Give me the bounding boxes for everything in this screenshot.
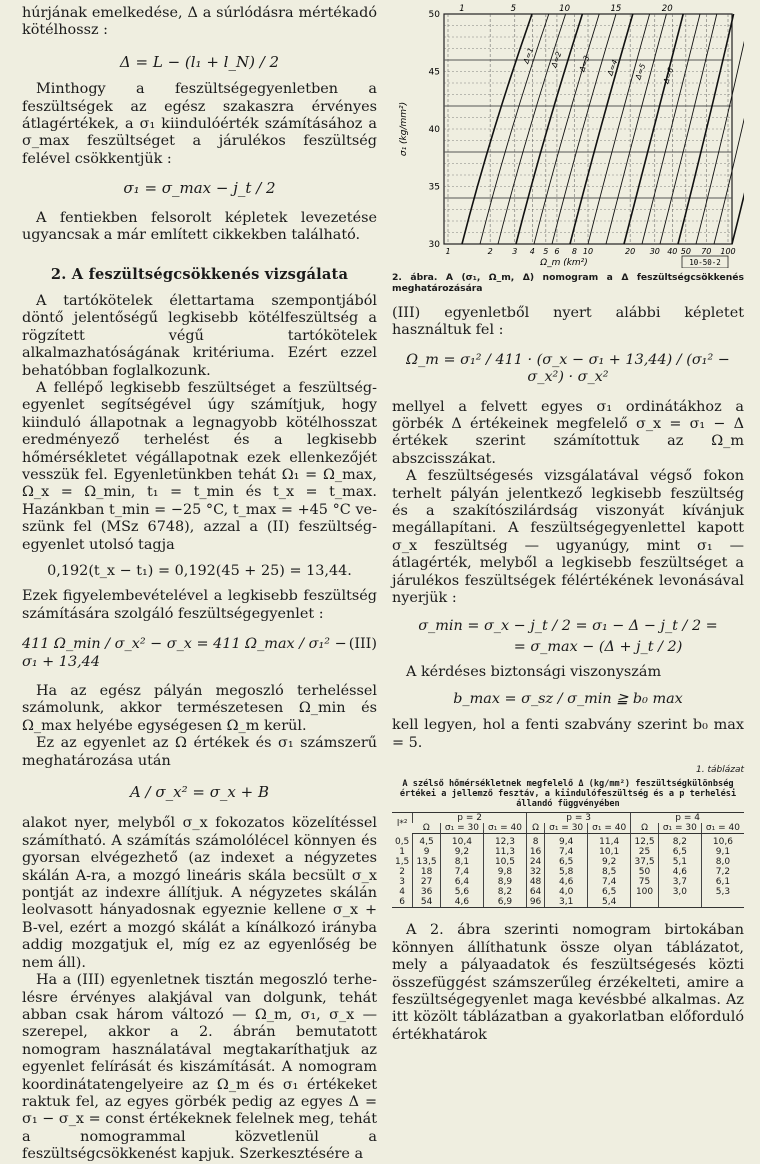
table-cell: 16 bbox=[526, 847, 544, 857]
table-cell: 7,4 bbox=[545, 847, 588, 857]
col-header-p3: p = 3 bbox=[526, 813, 630, 824]
table-cell: 54 bbox=[413, 897, 441, 908]
table-cell bbox=[701, 897, 744, 908]
col-header-omega: Ω bbox=[631, 823, 659, 834]
equation-a-over-sigma: A / σ_x² = σ_x + B bbox=[129, 783, 270, 802]
table-cell: 5,4 bbox=[588, 897, 631, 908]
nomogram-chart bbox=[392, 0, 744, 268]
table-row bbox=[392, 867, 744, 877]
curve-label: Δ=3 bbox=[577, 54, 592, 73]
table-cell: 1 bbox=[399, 847, 405, 858]
table-cell: 9,2 bbox=[588, 857, 631, 867]
table-cell: 5,6 bbox=[440, 887, 483, 897]
table-row bbox=[392, 847, 744, 857]
table-cell: 48 bbox=[526, 877, 544, 887]
table-cell: 6 bbox=[392, 897, 413, 908]
table-cell: 4,6 bbox=[545, 877, 588, 887]
paragraph: Ha a (III) egyenletnek tisztán megoszló terhelésre érvényes alakjával van dolgunk, tehát abban csak három változó — Ω_m, σ₁, σ_x — szerepel, akkor a 2. ábrán bemutatott nomogram használatával megtakaríthatjuk az egyenlet felírását és kiszámítását. A nomogram koordinátatengelyeire az Ω_m és σ₁ értékeket raktuk fel, az egyes görbék pedig az egyes Δ = σ₁ − σ_x = const értékeknek felelnek meg, tehát a nomogrammal közvetlenül a feszültségcsökkenést kapjuk. Szerkesztésére a bbox=[22, 972, 377, 1163]
left-column bbox=[22, 0, 377, 1164]
top-tick-label: 15 bbox=[610, 4, 622, 14]
table-cell: 11,3 bbox=[483, 847, 526, 857]
table-cell: 1,5 bbox=[394, 857, 410, 868]
table-block bbox=[392, 762, 744, 908]
section-heading: 2. A feszültségcsökkenés vizsgálata bbox=[50, 266, 349, 284]
table-cell: 37,5 bbox=[631, 857, 659, 867]
col-header-sigma: σ₁ = 30 bbox=[658, 823, 701, 834]
table-cell: 27 bbox=[413, 877, 441, 887]
curve-label: Δ=1 bbox=[521, 46, 536, 65]
table-cell: 5,1 bbox=[658, 857, 701, 867]
table-cell: 10,5 bbox=[483, 857, 526, 867]
curve-label: Δ=5 bbox=[633, 62, 648, 81]
table-cell: 6,5 bbox=[588, 887, 631, 897]
paragraph: Minthogy a feszültségegyenletben a feszültségek az egész szakaszra érvényes átlagértékek, a σ₁ kiindulóérték számításához a σ_max feszültséget a járulékos feszültség felével csökkentjük : bbox=[22, 81, 377, 167]
table-cell: 6,1 bbox=[701, 877, 744, 887]
paragraph: (III) egyenletből nyert alábbi képletet használtuk fel : bbox=[392, 305, 744, 339]
table-cell: 12,5 bbox=[631, 834, 659, 848]
table-cell: 8,2 bbox=[658, 834, 701, 848]
top-tick-label: 20 bbox=[661, 4, 673, 14]
table-number: 1. táblázat bbox=[696, 764, 744, 775]
table-cell: 6,5 bbox=[658, 847, 701, 857]
paragraph: A feszültségesés vizsgálatával végső fokon terhelt pályán jelentkező legkisebb feszültség és a szakítószilárdság viszonyát kívánjuk megállapítani. A feszültségegyenlettel kapott σ_x feszültség — ugyanúgy, mint σ₁ — átlagérték, melyből a legkisebb feszültséget a járulékos feszültségek félértékének levonásával nyerjük : bbox=[392, 468, 744, 607]
table-cell: 10,6 bbox=[701, 834, 744, 848]
table-cell: 75 bbox=[631, 877, 659, 887]
top-tick-label: 1 bbox=[459, 4, 465, 14]
equation-iii bbox=[22, 636, 377, 671]
table-cell: 7,2 bbox=[701, 867, 744, 877]
x-tick-label: 10 bbox=[582, 247, 594, 256]
table-cell: 4,5 bbox=[413, 834, 441, 848]
table-cell: 2 bbox=[399, 867, 405, 878]
table-cell: 18 bbox=[413, 867, 441, 877]
y-tick-label: 35 bbox=[428, 182, 440, 193]
table-cell: 4,6 bbox=[658, 867, 701, 877]
table-row bbox=[392, 857, 744, 867]
table-cell: 12,3 bbox=[483, 834, 526, 848]
table-cell: 9,4 bbox=[545, 834, 588, 848]
table-row bbox=[392, 897, 744, 908]
table-cell: 50 bbox=[631, 867, 659, 877]
table-cell: 8,2 bbox=[483, 887, 526, 897]
equation-sigma1: σ₁ = σ_max − j_t / 2 bbox=[123, 179, 276, 198]
table-cell: 3,7 bbox=[658, 877, 701, 887]
right-column bbox=[392, 0, 744, 1044]
table-cell: 100 bbox=[631, 887, 659, 897]
col-header-omega: Ω bbox=[526, 823, 544, 834]
table-cell: 4,6 bbox=[440, 897, 483, 908]
figure-stamp: 10-50-2 bbox=[689, 258, 721, 267]
table-cell: 9,2 bbox=[440, 847, 483, 857]
curve-label: Δ=6 bbox=[661, 66, 676, 85]
top-tick-label: 5 bbox=[510, 4, 517, 14]
x-axis-title: Ω_m (km²) bbox=[540, 258, 588, 268]
x-tick-label: 40 bbox=[667, 247, 678, 256]
col-header-p4: p = 4 bbox=[631, 813, 744, 824]
table-row bbox=[392, 834, 744, 848]
x-tick-label: 1 bbox=[445, 247, 451, 256]
paragraph: A fellépő legkisebb feszültséget a feszültségegyenlet segítségével úgy számítjuk, hogy kiinduló állapotnak a legnagyobb kötélhosszat eredményező terhelést és a legkisebb hőmérsékletet végállapotnak ezek ellenkezőjét vesszük fel. Egyenletünkben tehát Ω₁ = Ω_max, Ω_x = Ω_min, t₁ = t_min és t_x = t_max. Hazánkban t_min = −25 °C, t_max = +45 °C veszünk fel (MSz 6748), azzal a (II) feszültség-egyenlet utolsó tagja bbox=[22, 379, 377, 553]
y-tick-label: 50 bbox=[428, 10, 440, 20]
table-title: A szélső hőmérsékletnek megfelelő Δ (kg/mm²) feszültségkülönbség értékei a jellemző fesztáv, a kiindulófeszültség és a p terhelési állandó függvényében bbox=[399, 779, 737, 810]
data-table bbox=[392, 812, 744, 908]
table-cell: 10,1 bbox=[588, 847, 631, 857]
paragraph: A 2. ábra szerinti nomogram birtokában könnyen állíthatunk össze olyan táblázatot, mely a pályaadatok és feszültségesés közti összefüggést számszerűleg érzékelteti, amire a feszültségegyenlet maga kevésbbé alkalmas. Az itt közölt táblázatban a gyakorlatban előforduló értékhatárok bbox=[392, 922, 744, 1043]
equation-body: 411 Ω_min / σ_x² − σ_x = 411 Ω_max / σ₁² − σ₁ + 13,44 bbox=[22, 636, 347, 670]
table-cell: 3 bbox=[399, 877, 405, 888]
col-header-p2: p = 2 bbox=[413, 813, 527, 824]
nomogram-curve bbox=[642, 14, 700, 244]
table-cell: 6,9 bbox=[483, 897, 526, 908]
table-cell bbox=[658, 897, 701, 908]
table-cell: 7,4 bbox=[588, 877, 631, 887]
col-header-sigma: σ₁ = 40 bbox=[483, 823, 526, 834]
equation-safety: b_max = σ_sz / σ_min ≧ b₀ max bbox=[453, 690, 683, 707]
y-tick-label: 40 bbox=[428, 125, 440, 135]
table-cell: 8 bbox=[526, 834, 544, 848]
x-tick-label: 3 bbox=[512, 247, 518, 256]
paragraph: A kérdéses biztonsági viszonyszám bbox=[406, 664, 662, 681]
equation-last-term: 0,192(t_x − t₁) = 0,192(45 + 25) = 13,44. bbox=[47, 562, 352, 579]
y-tick-label: 30 bbox=[428, 240, 440, 250]
table-cell: 4 bbox=[399, 887, 405, 898]
paragraph: mellyel a felvett egyes σ₁ ordinátákhoz a görbék Δ értékeinek megfelelő σ_x = σ₁ − Δ értékek szerint számítottuk az Ω_m abszcisszákat. bbox=[392, 398, 744, 467]
equation-sigma-min-cont: = σ_max − (Δ + j_t / 2) bbox=[513, 638, 683, 655]
table-cell: 13,5 bbox=[413, 857, 441, 867]
nomogram-figure bbox=[392, 0, 744, 268]
x-tick-label: 2 bbox=[487, 247, 493, 256]
equation-omega-m: Ω_m = σ₁² / 411 · (σ_x − σ₁ + 13,44) / (σ₁² − σ_x²) · σ_x² bbox=[406, 351, 730, 386]
paragraph: húrjának emelkedése, Δ a súrlódásra mértékadó kötélhossz : bbox=[22, 5, 377, 39]
y-tick-label: 45 bbox=[428, 67, 440, 78]
col-header-sigma: σ₁ = 30 bbox=[545, 823, 588, 834]
table-cell: 3,0 bbox=[658, 887, 701, 897]
table-cell: 6,5 bbox=[545, 857, 588, 867]
x-tick-label: 20 bbox=[625, 247, 636, 256]
table-cell: 7,4 bbox=[440, 867, 483, 877]
table-cell: 8,0 bbox=[701, 857, 744, 867]
top-tick-label: 10 bbox=[559, 4, 571, 14]
table-cell: 9,1 bbox=[701, 847, 744, 857]
col-header-sigma: σ₁ = 40 bbox=[701, 823, 744, 834]
paragraph: A fentiekben felsorolt képletek levezetése ugyancsak a már említett cikkekben található. bbox=[22, 209, 377, 244]
curve-label: Δ=2 bbox=[549, 50, 564, 69]
x-tick-label: 100 bbox=[720, 247, 736, 256]
table-cell: 8,9 bbox=[483, 877, 526, 887]
table-cell: 64 bbox=[526, 887, 544, 897]
table-cell: 5,8 bbox=[545, 867, 588, 877]
paragraph: Ez az egyenlet az Ω értékek és σ₁ számszerű meghatározása után bbox=[22, 735, 377, 769]
table-cell: 3,1 bbox=[545, 897, 588, 908]
paragraph: Ezek figyelembevételével a legkisebb feszültség számítására szolgáló feszültségegyenlet : bbox=[22, 588, 377, 622]
table-cell: 11,4 bbox=[588, 834, 631, 848]
equation-label: (III) bbox=[348, 636, 377, 653]
table-cell bbox=[631, 897, 659, 908]
table-cell: 5,3 bbox=[701, 887, 744, 897]
x-tick-label: 50 bbox=[680, 247, 691, 256]
paragraph: alakot nyer, melyből σ_x fokozatos közelítéssel számítható. A számítás számolólécel könnyen és gyorsan elvégezhető (az indexet a négyzetes skálán A-ra, a mozgó lineáris skála becsült σ_x pontját az indexre állítjuk. A négyzetes skálán leolvasott hányadosnak egyeznie kellene σ_x + B-vel, ezért a mozgó skálát a kínálkozó irányba addig mozgatjuk el, míg ez az egyenlőség be nem áll). bbox=[22, 815, 377, 971]
col-header-omega: Ω bbox=[413, 823, 441, 834]
table-cell: 32 bbox=[526, 867, 544, 877]
curve-label: Δ=4 bbox=[605, 58, 620, 77]
table-cell: 8,1 bbox=[440, 857, 483, 867]
x-tick-label: 4 bbox=[529, 247, 535, 256]
table-cell: 6,4 bbox=[440, 877, 483, 887]
table-cell: 96 bbox=[526, 897, 544, 908]
x-tick-label: 6 bbox=[554, 247, 560, 256]
x-tick-label: 8 bbox=[571, 247, 577, 256]
paragraph: kell legyen, hol a fenti szabvány szerint b₀ max = 5. bbox=[392, 717, 744, 751]
figure-caption: 2. ábra. A (σ₁, Ω_m, Δ) nomogram a Δ feszültségcsökkenés meghatározására bbox=[392, 272, 744, 294]
table-cell: 25 bbox=[631, 847, 659, 857]
table-cell: 36 bbox=[413, 887, 441, 897]
x-tick-label: 30 bbox=[649, 247, 660, 256]
table-cell: 9,8 bbox=[483, 867, 526, 877]
col-header-l: l*² bbox=[392, 813, 413, 834]
equation-sigma-min: σ_min = σ_x − j_t / 2 = σ₁ − Δ − j_t / 2 = bbox=[418, 617, 718, 634]
table-cell: 24 bbox=[526, 857, 544, 867]
col-header-sigma: σ₁ = 30 bbox=[440, 823, 483, 834]
table-cell: 4,0 bbox=[545, 887, 588, 897]
table-cell: 9 bbox=[413, 847, 441, 857]
paragraph: A tartókötelek élettartama szempontjából döntő jelentőségű legkisebb kötélfeszültség a rögzített végű tartókötelek alkalmazhatóságának kritériuma. Ezért ezzel behatóbban foglalkozunk. bbox=[22, 292, 377, 379]
table-row bbox=[392, 887, 744, 897]
paragraph: Ha az egész pályán megoszló terheléssel számolunk, akkor természetesen Ω_min és Ω_max helyébe egységesen Ω_m kerül. bbox=[22, 683, 377, 734]
col-header-sigma: σ₁ = 40 bbox=[588, 823, 631, 834]
equation-delta: Δ = L − (l₁ + l_N) / 2 bbox=[119, 52, 280, 71]
table-cell: 0,5 bbox=[394, 837, 410, 848]
table-row bbox=[392, 877, 744, 887]
y-axis-title: σ₁ (kg/mm²) bbox=[399, 101, 409, 157]
table-cell: 10,4 bbox=[440, 834, 483, 848]
x-tick-label: 70 bbox=[701, 247, 712, 256]
x-tick-label: 5 bbox=[543, 247, 549, 256]
table-cell: 8,5 bbox=[588, 867, 631, 877]
